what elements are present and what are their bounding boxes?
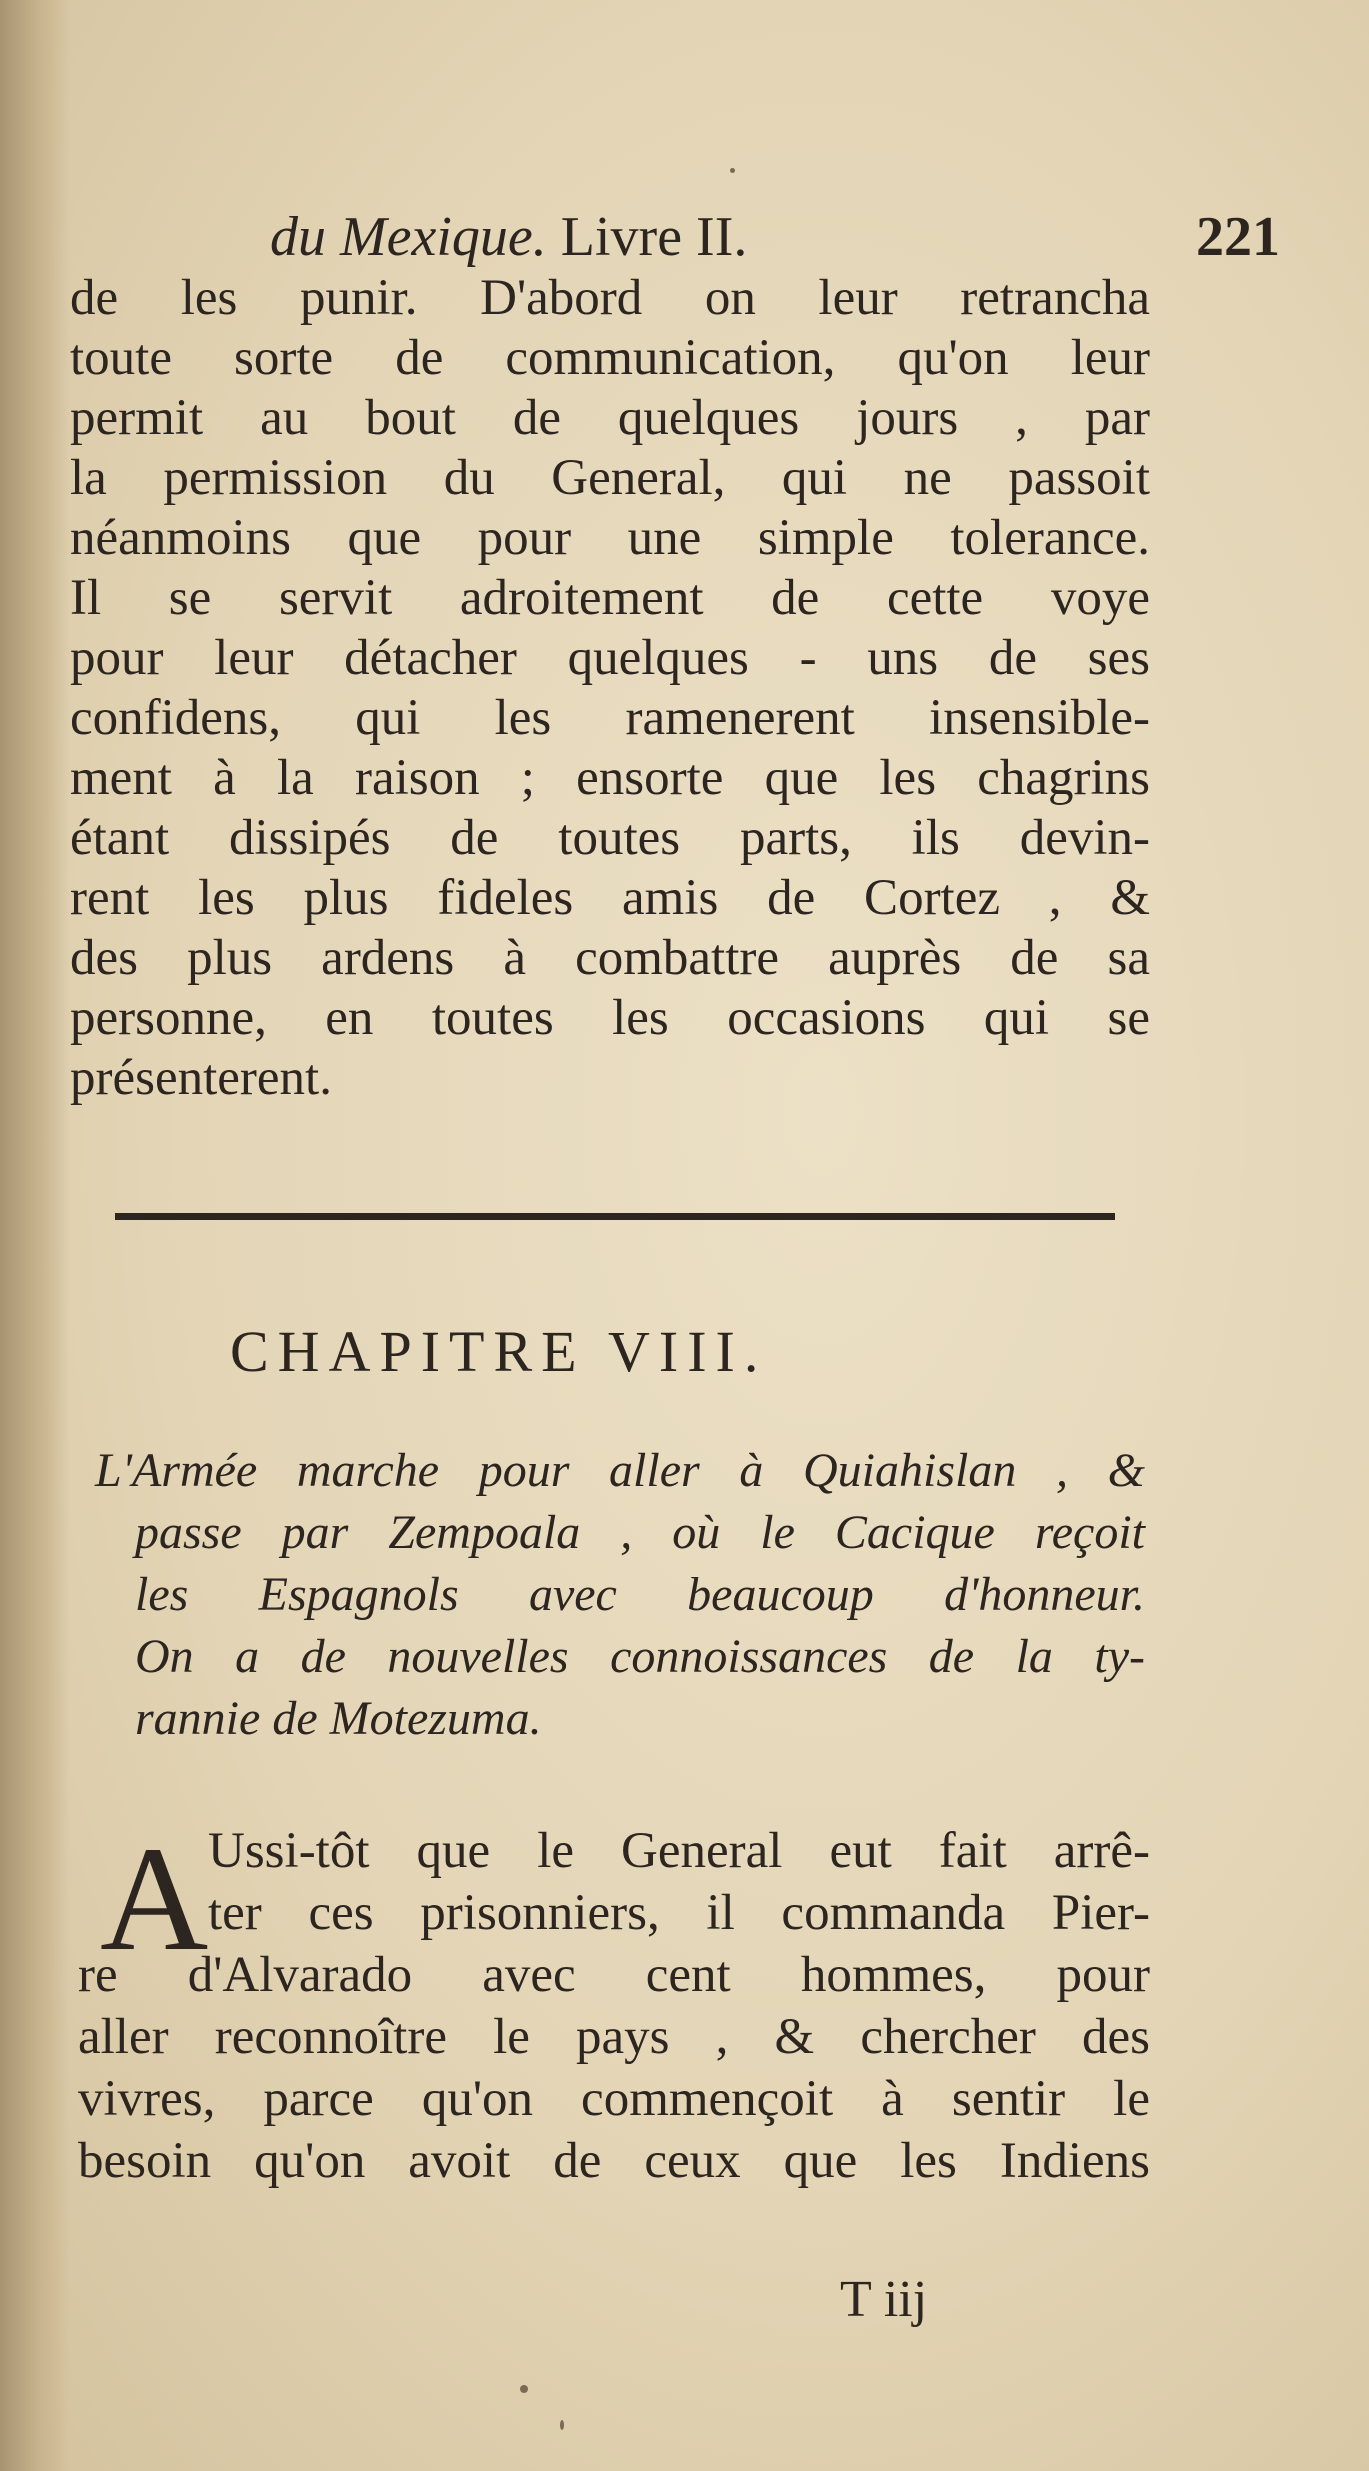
paper-speck	[730, 168, 735, 173]
page-header	[270, 205, 1280, 275]
book-number: Livre II.	[560, 206, 748, 268]
text-line: confidens, qui les ramenerent insensible-	[70, 690, 1150, 746]
text-line: vivres, parce qu'on commençoit à sentir le	[78, 2071, 1150, 2127]
chapter-title: CHAPITRE VIII.	[230, 1319, 768, 1384]
text-line: permit au bout de quelques jours , par	[70, 390, 1150, 446]
summary-line: rannie de Motezuma.	[135, 1692, 542, 1745]
text-line: toute sorte de communication, qu'on leur	[70, 330, 1150, 386]
text-line: néanmoins que pour une simple tolerance.	[70, 510, 1150, 566]
text-line: Ussi-tôt que le General eut fait arrê-	[208, 1823, 1150, 1879]
text-line: Il se servit adroitement de cette voye	[70, 570, 1150, 626]
summary-line: les Espagnols avec beaucoup d'honneur.	[135, 1568, 1145, 1621]
text-line: présenterent.	[70, 1050, 332, 1106]
text-line: besoin qu'on avoit de ceux que les Indiens	[78, 2133, 1150, 2189]
page-gutter-shadow	[0, 0, 70, 2471]
summary-line: passe par Zempoala , où le Cacique reçoit	[135, 1506, 1145, 1559]
text-line: des plus ardens à combattre auprès de sa	[70, 930, 1150, 986]
drop-cap: A	[100, 1816, 209, 1982]
text-line: personne, en toutes les occasions qui se	[70, 990, 1150, 1046]
text-line: pour leur détacher quelques - uns de ses	[70, 630, 1150, 686]
running-title-text: du Mexique.	[270, 206, 547, 268]
paper-speck	[560, 2420, 564, 2430]
signature-mark: T iij	[840, 2271, 928, 2328]
text-line: étant dissipés de toutes parts, ils devin-	[70, 810, 1150, 866]
text-line: ment à la raison ; ensorte que les chagrins	[70, 750, 1150, 806]
text-line: re d'Alvarado avec cent hommes, pour	[78, 1947, 1150, 2003]
summary-line: L'Armée marche pour aller à Quiahislan , &	[95, 1444, 1145, 1497]
body-paragraph	[70, 268, 1150, 1108]
paper-speck	[520, 2385, 528, 2393]
running-title	[270, 205, 747, 269]
chapter-summary	[95, 1440, 1145, 1750]
chapter-divider-rule	[115, 1213, 1115, 1220]
page-number: 221	[1196, 206, 1280, 268]
text-line: rent les plus fideles amis de Cortez , &	[70, 870, 1150, 926]
opening-paragraph	[78, 1816, 1150, 2192]
text-line: aller reconnoître le pays , & chercher des	[78, 2009, 1150, 2065]
text-line: de les punir. D'abord on leur retrancha	[70, 270, 1150, 326]
text-line: ter ces prisonniers, il commanda Pier-	[208, 1885, 1150, 1941]
summary-line: On a de nouvelles connoissances de la ty-	[135, 1630, 1145, 1683]
text-line: la permission du General, qui ne passoit	[70, 450, 1150, 506]
